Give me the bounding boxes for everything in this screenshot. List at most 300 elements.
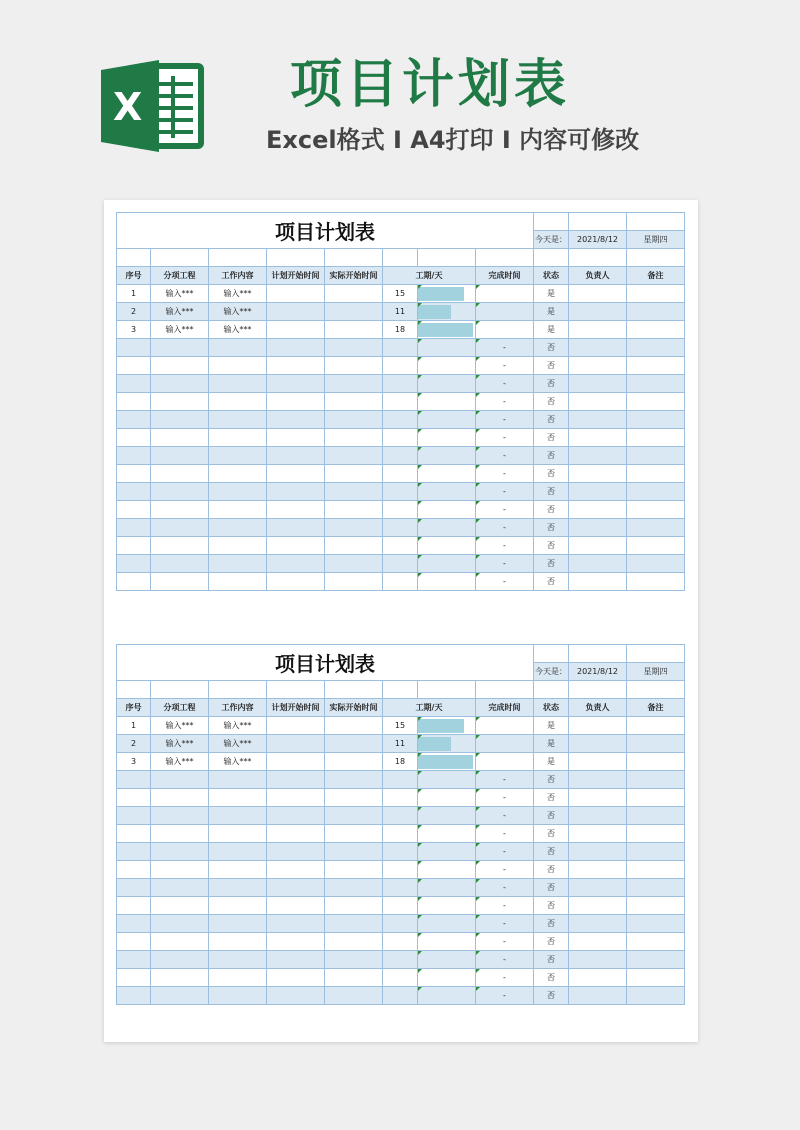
status-cell[interactable]: 否	[534, 447, 569, 465]
blank-cell[interactable]	[117, 681, 151, 699]
row-number[interactable]	[117, 465, 151, 483]
item-cell[interactable]	[151, 807, 209, 825]
finish-cell[interactable]: -	[476, 465, 534, 483]
item-cell[interactable]	[151, 861, 209, 879]
owner-cell[interactable]	[569, 339, 627, 357]
content-cell[interactable]	[209, 501, 267, 519]
status-cell[interactable]: 是	[534, 735, 569, 753]
finish-cell[interactable]: -	[476, 987, 534, 1005]
status-cell[interactable]: 否	[534, 501, 569, 519]
status-cell[interactable]: 否	[534, 429, 569, 447]
item-cell[interactable]	[151, 789, 209, 807]
owner-cell[interactable]	[569, 825, 627, 843]
finish-cell[interactable]: -	[476, 933, 534, 951]
remark-cell[interactable]	[627, 285, 685, 303]
content-cell[interactable]	[209, 483, 267, 501]
actual-start-cell[interactable]	[325, 933, 383, 951]
blank-cell[interactable]	[534, 645, 569, 663]
owner-cell[interactable]	[569, 897, 627, 915]
row-number[interactable]	[117, 987, 151, 1005]
item-cell[interactable]	[151, 447, 209, 465]
actual-start-cell[interactable]	[325, 843, 383, 861]
duration-cell[interactable]	[383, 339, 418, 357]
content-cell[interactable]: 输入***	[209, 735, 267, 753]
item-cell[interactable]	[151, 519, 209, 537]
plan-start-cell[interactable]	[267, 753, 325, 771]
owner-cell[interactable]	[569, 321, 627, 339]
content-cell[interactable]	[209, 789, 267, 807]
duration-cell[interactable]	[383, 465, 418, 483]
row-number[interactable]: 2	[117, 735, 151, 753]
blank-cell[interactable]	[383, 249, 418, 267]
blank-cell[interactable]	[627, 249, 685, 267]
owner-cell[interactable]	[569, 483, 627, 501]
remark-cell[interactable]	[627, 411, 685, 429]
remark-cell[interactable]	[627, 483, 685, 501]
content-cell[interactable]	[209, 375, 267, 393]
plan-start-cell[interactable]	[267, 555, 325, 573]
status-cell[interactable]: 是	[534, 753, 569, 771]
plan-start-cell[interactable]	[267, 375, 325, 393]
plan-start-cell[interactable]	[267, 573, 325, 591]
plan-start-cell[interactable]	[267, 789, 325, 807]
actual-start-cell[interactable]	[325, 969, 383, 987]
remark-cell[interactable]	[627, 735, 685, 753]
duration-cell[interactable]	[383, 897, 418, 915]
content-cell[interactable]	[209, 987, 267, 1005]
owner-cell[interactable]	[569, 303, 627, 321]
weekday[interactable]: 星期四	[627, 231, 685, 249]
item-cell[interactable]	[151, 843, 209, 861]
actual-start-cell[interactable]	[325, 915, 383, 933]
plan-start-cell[interactable]	[267, 519, 325, 537]
plan-start-cell[interactable]	[267, 951, 325, 969]
item-cell[interactable]: 输入***	[151, 303, 209, 321]
actual-start-cell[interactable]	[325, 465, 383, 483]
plan-start-cell[interactable]	[267, 843, 325, 861]
item-cell[interactable]	[151, 375, 209, 393]
plan-start-cell[interactable]	[267, 987, 325, 1005]
owner-cell[interactable]	[569, 501, 627, 519]
owner-cell[interactable]	[569, 375, 627, 393]
content-cell[interactable]	[209, 447, 267, 465]
remark-cell[interactable]	[627, 843, 685, 861]
duration-cell[interactable]: 11	[383, 303, 418, 321]
row-number[interactable]	[117, 537, 151, 555]
duration-cell[interactable]	[383, 879, 418, 897]
status-cell[interactable]: 否	[534, 573, 569, 591]
duration-cell[interactable]: 18	[383, 321, 418, 339]
actual-start-cell[interactable]	[325, 717, 383, 735]
weekday[interactable]: 星期四	[627, 663, 685, 681]
plan-start-cell[interactable]	[267, 861, 325, 879]
plan-start-cell[interactable]	[267, 933, 325, 951]
item-cell[interactable]	[151, 357, 209, 375]
duration-cell[interactable]: 15	[383, 717, 418, 735]
remark-cell[interactable]	[627, 303, 685, 321]
status-cell[interactable]: 否	[534, 339, 569, 357]
actual-start-cell[interactable]	[325, 987, 383, 1005]
duration-cell[interactable]	[383, 915, 418, 933]
remark-cell[interactable]	[627, 339, 685, 357]
status-cell[interactable]: 否	[534, 879, 569, 897]
duration-cell[interactable]: 11	[383, 735, 418, 753]
remark-cell[interactable]	[627, 501, 685, 519]
duration-cell[interactable]	[383, 807, 418, 825]
plan-start-cell[interactable]	[267, 393, 325, 411]
finish-cell[interactable]: -	[476, 447, 534, 465]
content-cell[interactable]	[209, 861, 267, 879]
item-cell[interactable]	[151, 573, 209, 591]
status-cell[interactable]: 否	[534, 537, 569, 555]
duration-cell[interactable]	[383, 447, 418, 465]
row-number[interactable]	[117, 483, 151, 501]
finish-cell[interactable]	[476, 285, 534, 303]
actual-start-cell[interactable]	[325, 573, 383, 591]
item-cell[interactable]	[151, 987, 209, 1005]
duration-cell[interactable]	[383, 825, 418, 843]
row-number[interactable]	[117, 429, 151, 447]
finish-cell[interactable]	[476, 321, 534, 339]
content-cell[interactable]	[209, 897, 267, 915]
status-cell[interactable]: 否	[534, 357, 569, 375]
content-cell[interactable]	[209, 771, 267, 789]
duration-cell[interactable]	[383, 393, 418, 411]
row-number[interactable]	[117, 969, 151, 987]
item-cell[interactable]	[151, 771, 209, 789]
owner-cell[interactable]	[569, 951, 627, 969]
row-number[interactable]: 2	[117, 303, 151, 321]
remark-cell[interactable]	[627, 807, 685, 825]
actual-start-cell[interactable]	[325, 789, 383, 807]
remark-cell[interactable]	[627, 987, 685, 1005]
remark-cell[interactable]	[627, 357, 685, 375]
actual-start-cell[interactable]	[325, 303, 383, 321]
plan-start-cell[interactable]	[267, 357, 325, 375]
item-cell[interactable]: 输入***	[151, 753, 209, 771]
blank-cell[interactable]	[267, 681, 325, 699]
item-cell[interactable]	[151, 465, 209, 483]
duration-cell[interactable]: 15	[383, 285, 418, 303]
duration-cell[interactable]	[383, 789, 418, 807]
plan-start-cell[interactable]	[267, 717, 325, 735]
actual-start-cell[interactable]	[325, 753, 383, 771]
finish-cell[interactable]	[476, 717, 534, 735]
actual-start-cell[interactable]	[325, 393, 383, 411]
content-cell[interactable]	[209, 933, 267, 951]
plan-start-cell[interactable]	[267, 447, 325, 465]
content-cell[interactable]	[209, 843, 267, 861]
duration-cell[interactable]: 18	[383, 753, 418, 771]
blank-cell[interactable]	[534, 213, 569, 231]
duration-cell[interactable]	[383, 555, 418, 573]
actual-start-cell[interactable]	[325, 285, 383, 303]
actual-start-cell[interactable]	[325, 537, 383, 555]
remark-cell[interactable]	[627, 915, 685, 933]
content-cell[interactable]	[209, 429, 267, 447]
row-number[interactable]	[117, 807, 151, 825]
plan-start-cell[interactable]	[267, 465, 325, 483]
remark-cell[interactable]	[627, 537, 685, 555]
content-cell[interactable]	[209, 411, 267, 429]
duration-cell[interactable]	[383, 933, 418, 951]
status-cell[interactable]: 否	[534, 807, 569, 825]
plan-start-cell[interactable]	[267, 915, 325, 933]
remark-cell[interactable]	[627, 753, 685, 771]
owner-cell[interactable]	[569, 789, 627, 807]
owner-cell[interactable]	[569, 933, 627, 951]
status-cell[interactable]: 否	[534, 375, 569, 393]
actual-start-cell[interactable]	[325, 879, 383, 897]
remark-cell[interactable]	[627, 375, 685, 393]
row-number[interactable]: 1	[117, 717, 151, 735]
status-cell[interactable]: 否	[534, 483, 569, 501]
plan-start-cell[interactable]	[267, 771, 325, 789]
row-number[interactable]	[117, 843, 151, 861]
row-number[interactable]	[117, 411, 151, 429]
remark-cell[interactable]	[627, 321, 685, 339]
blank-cell[interactable]	[418, 249, 476, 267]
blank-cell[interactable]	[209, 249, 267, 267]
row-number[interactable]	[117, 357, 151, 375]
content-cell[interactable]	[209, 519, 267, 537]
content-cell[interactable]	[209, 537, 267, 555]
duration-cell[interactable]	[383, 771, 418, 789]
item-cell[interactable]: 输入***	[151, 321, 209, 339]
finish-cell[interactable]: -	[476, 339, 534, 357]
row-number[interactable]	[117, 555, 151, 573]
actual-start-cell[interactable]	[325, 357, 383, 375]
duration-cell[interactable]	[383, 411, 418, 429]
item-cell[interactable]: 输入***	[151, 717, 209, 735]
blank-cell[interactable]	[209, 681, 267, 699]
owner-cell[interactable]	[569, 969, 627, 987]
actual-start-cell[interactable]	[325, 897, 383, 915]
content-cell[interactable]	[209, 969, 267, 987]
row-number[interactable]	[117, 393, 151, 411]
content-cell[interactable]: 输入***	[209, 321, 267, 339]
remark-cell[interactable]	[627, 555, 685, 573]
finish-cell[interactable]: -	[476, 393, 534, 411]
remark-cell[interactable]	[627, 771, 685, 789]
blank-cell[interactable]	[534, 249, 569, 267]
item-cell[interactable]	[151, 897, 209, 915]
actual-start-cell[interactable]	[325, 501, 383, 519]
plan-start-cell[interactable]	[267, 807, 325, 825]
actual-start-cell[interactable]	[325, 483, 383, 501]
blank-cell[interactable]	[267, 249, 325, 267]
actual-start-cell[interactable]	[325, 807, 383, 825]
plan-start-cell[interactable]	[267, 537, 325, 555]
status-cell[interactable]: 否	[534, 897, 569, 915]
remark-cell[interactable]	[627, 429, 685, 447]
content-cell[interactable]	[209, 555, 267, 573]
finish-cell[interactable]: -	[476, 807, 534, 825]
duration-cell[interactable]	[383, 429, 418, 447]
row-number[interactable]	[117, 339, 151, 357]
duration-cell[interactable]	[383, 519, 418, 537]
status-cell[interactable]: 否	[534, 465, 569, 483]
duration-cell[interactable]	[383, 375, 418, 393]
item-cell[interactable]	[151, 393, 209, 411]
row-number[interactable]	[117, 447, 151, 465]
remark-cell[interactable]	[627, 447, 685, 465]
remark-cell[interactable]	[627, 393, 685, 411]
blank-cell[interactable]	[569, 645, 627, 663]
status-cell[interactable]: 是	[534, 285, 569, 303]
blank-cell[interactable]	[627, 681, 685, 699]
duration-cell[interactable]	[383, 987, 418, 1005]
item-cell[interactable]	[151, 951, 209, 969]
actual-start-cell[interactable]	[325, 321, 383, 339]
finish-cell[interactable]: -	[476, 357, 534, 375]
status-cell[interactable]: 否	[534, 951, 569, 969]
actual-start-cell[interactable]	[325, 447, 383, 465]
owner-cell[interactable]	[569, 915, 627, 933]
row-number[interactable]: 3	[117, 321, 151, 339]
owner-cell[interactable]	[569, 393, 627, 411]
remark-cell[interactable]	[627, 825, 685, 843]
blank-cell[interactable]	[569, 213, 627, 231]
content-cell[interactable]: 输入***	[209, 285, 267, 303]
plan-start-cell[interactable]	[267, 483, 325, 501]
row-number[interactable]	[117, 897, 151, 915]
plan-start-cell[interactable]	[267, 411, 325, 429]
row-number[interactable]	[117, 789, 151, 807]
blank-cell[interactable]	[476, 249, 534, 267]
content-cell[interactable]: 输入***	[209, 717, 267, 735]
item-cell[interactable]: 输入***	[151, 735, 209, 753]
remark-cell[interactable]	[627, 897, 685, 915]
today-date[interactable]: 2021/8/12	[569, 663, 627, 681]
finish-cell[interactable]: -	[476, 897, 534, 915]
plan-start-cell[interactable]	[267, 321, 325, 339]
content-cell[interactable]	[209, 951, 267, 969]
remark-cell[interactable]	[627, 861, 685, 879]
item-cell[interactable]	[151, 915, 209, 933]
item-cell[interactable]	[151, 933, 209, 951]
status-cell[interactable]: 否	[534, 843, 569, 861]
status-cell[interactable]: 否	[534, 411, 569, 429]
finish-cell[interactable]: -	[476, 537, 534, 555]
status-cell[interactable]: 否	[534, 789, 569, 807]
finish-cell[interactable]	[476, 753, 534, 771]
item-cell[interactable]	[151, 483, 209, 501]
owner-cell[interactable]	[569, 285, 627, 303]
owner-cell[interactable]	[569, 861, 627, 879]
item-cell[interactable]	[151, 429, 209, 447]
remark-cell[interactable]	[627, 465, 685, 483]
plan-start-cell[interactable]	[267, 969, 325, 987]
remark-cell[interactable]	[627, 933, 685, 951]
row-number[interactable]	[117, 501, 151, 519]
owner-cell[interactable]	[569, 537, 627, 555]
row-number[interactable]	[117, 951, 151, 969]
row-number[interactable]	[117, 915, 151, 933]
actual-start-cell[interactable]	[325, 411, 383, 429]
plan-start-cell[interactable]	[267, 897, 325, 915]
row-number[interactable]: 3	[117, 753, 151, 771]
item-cell[interactable]	[151, 879, 209, 897]
row-number[interactable]	[117, 573, 151, 591]
blank-cell[interactable]	[151, 249, 209, 267]
duration-cell[interactable]	[383, 357, 418, 375]
finish-cell[interactable]: -	[476, 771, 534, 789]
actual-start-cell[interactable]	[325, 771, 383, 789]
owner-cell[interactable]	[569, 987, 627, 1005]
item-cell[interactable]: 输入***	[151, 285, 209, 303]
owner-cell[interactable]	[569, 447, 627, 465]
row-number[interactable]: 1	[117, 285, 151, 303]
status-cell[interactable]: 是	[534, 321, 569, 339]
row-number[interactable]	[117, 933, 151, 951]
blank-cell[interactable]	[476, 681, 534, 699]
actual-start-cell[interactable]	[325, 825, 383, 843]
duration-cell[interactable]	[383, 969, 418, 987]
owner-cell[interactable]	[569, 717, 627, 735]
owner-cell[interactable]	[569, 411, 627, 429]
actual-start-cell[interactable]	[325, 735, 383, 753]
plan-start-cell[interactable]	[267, 825, 325, 843]
owner-cell[interactable]	[569, 519, 627, 537]
actual-start-cell[interactable]	[325, 951, 383, 969]
actual-start-cell[interactable]	[325, 519, 383, 537]
status-cell[interactable]: 是	[534, 717, 569, 735]
owner-cell[interactable]	[569, 807, 627, 825]
remark-cell[interactable]	[627, 717, 685, 735]
finish-cell[interactable]: -	[476, 573, 534, 591]
duration-cell[interactable]	[383, 573, 418, 591]
row-number[interactable]	[117, 375, 151, 393]
finish-cell[interactable]: -	[476, 375, 534, 393]
remark-cell[interactable]	[627, 951, 685, 969]
owner-cell[interactable]	[569, 753, 627, 771]
finish-cell[interactable]: -	[476, 951, 534, 969]
finish-cell[interactable]: -	[476, 861, 534, 879]
finish-cell[interactable]: -	[476, 429, 534, 447]
blank-cell[interactable]	[151, 681, 209, 699]
content-cell[interactable]	[209, 339, 267, 357]
finish-cell[interactable]: -	[476, 411, 534, 429]
owner-cell[interactable]	[569, 843, 627, 861]
finish-cell[interactable]: -	[476, 915, 534, 933]
status-cell[interactable]: 否	[534, 393, 569, 411]
remark-cell[interactable]	[627, 789, 685, 807]
content-cell[interactable]	[209, 357, 267, 375]
owner-cell[interactable]	[569, 771, 627, 789]
row-number[interactable]	[117, 861, 151, 879]
finish-cell[interactable]: -	[476, 519, 534, 537]
finish-cell[interactable]	[476, 303, 534, 321]
finish-cell[interactable]: -	[476, 843, 534, 861]
remark-cell[interactable]	[627, 879, 685, 897]
status-cell[interactable]: 否	[534, 987, 569, 1005]
content-cell[interactable]	[209, 393, 267, 411]
plan-start-cell[interactable]	[267, 285, 325, 303]
finish-cell[interactable]: -	[476, 501, 534, 519]
plan-start-cell[interactable]	[267, 339, 325, 357]
blank-cell[interactable]	[418, 681, 476, 699]
plan-start-cell[interactable]	[267, 303, 325, 321]
item-cell[interactable]	[151, 969, 209, 987]
status-cell[interactable]: 否	[534, 861, 569, 879]
content-cell[interactable]	[209, 573, 267, 591]
plan-start-cell[interactable]	[267, 501, 325, 519]
content-cell[interactable]	[209, 879, 267, 897]
owner-cell[interactable]	[569, 429, 627, 447]
owner-cell[interactable]	[569, 465, 627, 483]
blank-cell[interactable]	[117, 249, 151, 267]
